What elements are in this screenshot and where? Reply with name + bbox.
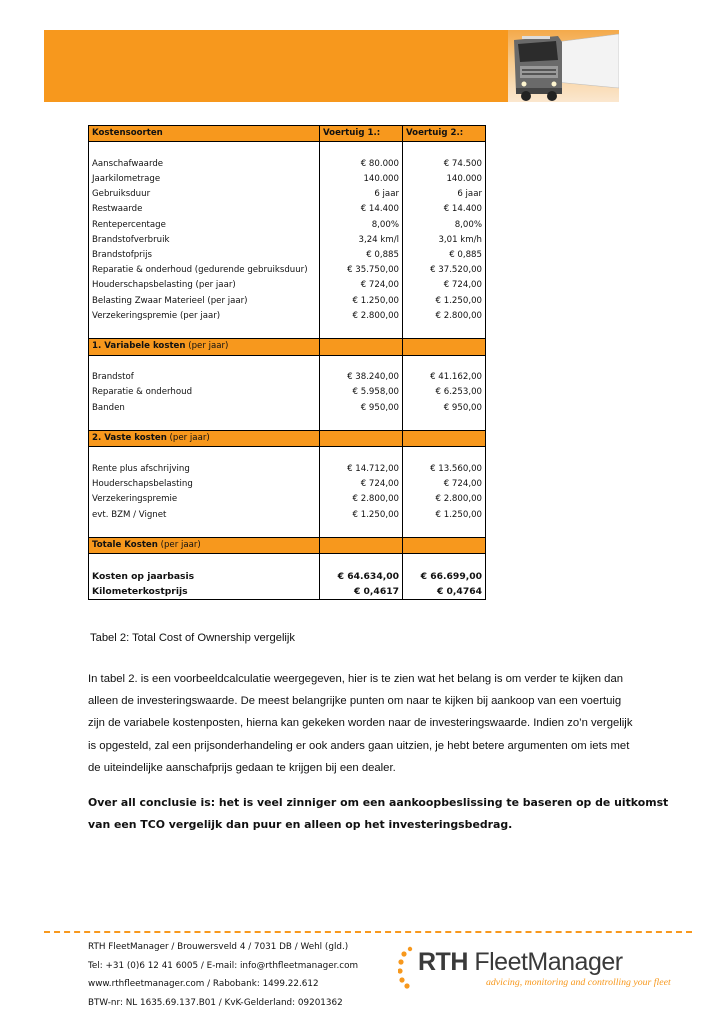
cost-label-cell: evt. BZM / Vignet [89, 508, 320, 523]
logo-wordmark: RTH FleetManager [418, 948, 623, 976]
section-variable-costs-title: 1. Variabele kosten (per jaar) [89, 339, 320, 355]
vehicle1-value-cell: 140.000 [320, 172, 403, 187]
cost-label-cell: Belasting Zwaar Materieel (per jaar) [89, 294, 320, 309]
table-row [89, 492, 486, 507]
cost-label-cell: Houderschapsbelasting (per jaar) [89, 278, 320, 293]
table-spacer-cell [89, 523, 320, 538]
cost-label-cell: Aanschafwaarde [89, 157, 320, 172]
table-spacer-cell [89, 324, 320, 339]
company-logo [398, 946, 698, 996]
table-row [89, 202, 486, 217]
footer-address: RTH FleetManager / Brouwersveld 4 / 7031 DB / Wehl (gld.) [88, 942, 349, 952]
cost-label-cell: Banden [89, 401, 320, 416]
table-row [89, 218, 486, 233]
table-spacer-row [89, 142, 486, 157]
table-spacer-row [89, 554, 486, 569]
table-row [89, 569, 486, 584]
table-spacer-cell [89, 142, 320, 157]
vehicle2-value-cell: € 724,00 [403, 278, 486, 293]
table-row [89, 294, 486, 309]
vehicle2-value-cell: € 2.800,00 [403, 309, 486, 324]
section-empty-cell [403, 431, 486, 447]
vehicle2-value-cell: € 1.250,00 [403, 508, 486, 523]
table-row [89, 172, 486, 187]
header-cost-types: Kostensoorten [89, 126, 320, 142]
table-spacer-cell [320, 324, 403, 339]
table-spacer-row [89, 416, 486, 431]
paragraph-line: is opgesteld, zal een prijsonderhandeling er ook anders gaan uitzien, je hebt betere argumenten om iets met [88, 739, 630, 752]
table-spacer-row [89, 447, 486, 462]
table-spacer-cell [320, 554, 403, 569]
conclusion-line: Over all conclusie is: het is veel zinniger om een aankoopbeslissing te baseren op de uitkomst [88, 796, 669, 809]
table-row [89, 477, 486, 492]
vehicle2-value-cell: € 14.400 [403, 202, 486, 217]
vehicle1-value-cell: € 0,4617 [320, 584, 403, 600]
vehicle2-value-cell: € 950,00 [403, 401, 486, 416]
cost-label-cell: Verzekeringspremie [89, 492, 320, 507]
section-variable-costs [89, 339, 486, 355]
paragraph-line: In tabel 2. is een voorbeeldcalculatie weergegeven, hier is te zien wat het belang is om verder te kijken dan [88, 673, 624, 685]
table-spacer-cell [320, 355, 403, 370]
vehicle1-value-cell: 8,00% [320, 218, 403, 233]
table-spacer-cell [89, 447, 320, 462]
table-row [89, 584, 486, 600]
table-spacer-cell [403, 416, 486, 431]
vehicle2-value-cell: € 2.800,00 [403, 492, 486, 507]
header-vehicle-1: Voertuig 1.: [320, 126, 403, 142]
vehicle1-value-cell: € 35.750,00 [320, 263, 403, 278]
truck-icon [508, 30, 619, 102]
cost-comparison-table [88, 125, 486, 600]
vehicle2-value-cell: € 724,00 [403, 477, 486, 492]
vehicle1-value-cell: € 724,00 [320, 477, 403, 492]
conclusion [88, 792, 669, 836]
footer-phone-email: Tel: +31 (0)6 12 41 6005 / E-mail: info@rthfleetmanager.com [88, 960, 359, 971]
cost-label-cell: Gebruiksduur [89, 187, 320, 202]
table-spacer-cell [89, 416, 320, 431]
vehicle1-value-cell: € 0,885 [320, 248, 403, 263]
vehicle2-value-cell: € 0,885 [403, 248, 486, 263]
cost-label-cell: Restwaarde [89, 202, 320, 217]
table-spacer-cell [403, 554, 486, 569]
footer-website-bank: www.rthfleetmanager.com / Rabobank: 1499.22.612 [88, 979, 319, 989]
cost-label-cell: Brandstofverbruik [89, 233, 320, 248]
vehicle2-value-cell: € 74.500 [403, 157, 486, 172]
table-header-row [89, 126, 486, 142]
cost-label-cell: Kosten op jaarbasis [89, 569, 320, 584]
cost-label-cell: Brandstofprijs [89, 248, 320, 263]
vehicle1-value-cell: € 2.800,00 [320, 492, 403, 507]
table-spacer-cell [403, 523, 486, 538]
table-spacer-cell [403, 142, 486, 157]
vehicle2-value-cell: 140.000 [403, 172, 486, 187]
vehicle1-value-cell: € 2.800,00 [320, 309, 403, 324]
section-empty-cell [403, 339, 486, 355]
cost-label-cell: Verzekeringspremie (per jaar) [89, 309, 320, 324]
table-row [89, 508, 486, 523]
vehicle1-value-cell: € 1.250,00 [320, 508, 403, 523]
table-spacer-row [89, 355, 486, 370]
table-spacer-cell [89, 554, 320, 569]
footer-contact [88, 938, 358, 1012]
table-row [89, 263, 486, 278]
explanation-paragraph [88, 668, 648, 779]
footer-tax-ids: BTW-nr: NL 1635.69.137.B01 / KvK-Gelderland: 09201362 [88, 997, 343, 1008]
vehicle2-value-cell: € 0,4764 [403, 584, 486, 600]
table-row [89, 401, 486, 416]
table-spacer-cell [320, 142, 403, 157]
table-spacer-cell [403, 324, 486, 339]
vehicle1-value-cell: 3,24 km/l [320, 233, 403, 248]
vehicle1-value-cell: € 14.400 [320, 202, 403, 217]
vehicle1-value-cell: € 950,00 [320, 401, 403, 416]
footer-divider [44, 931, 692, 933]
table-spacer-cell [320, 447, 403, 462]
vehicle1-value-cell: € 1.250,00 [320, 294, 403, 309]
cost-label-cell: Kilometerkostprijs [89, 584, 320, 600]
header-vehicle-2: Voertuig 2.: [403, 126, 486, 142]
cost-label-cell: Brandstof [89, 370, 320, 385]
vehicle2-value-cell: € 6.253,00 [403, 385, 486, 400]
table-row [89, 370, 486, 385]
section-empty-cell [403, 538, 486, 554]
section-fixed-costs [89, 431, 486, 447]
table-spacer-cell [403, 447, 486, 462]
table-caption: Tabel 2: Total Cost of Ownership vergelijk [90, 632, 295, 644]
cost-label-cell: Rente plus afschrijving [89, 462, 320, 477]
vehicle2-value-cell: 8,00% [403, 218, 486, 233]
table-spacer-cell [89, 355, 320, 370]
conclusion-line: van een TCO vergelijk dan puur en alleen op het investeringsbedrag. [88, 818, 513, 831]
vehicle1-value-cell: € 80.000 [320, 157, 403, 172]
paragraph-line: alleen de investeringswaarde. De meest belangrijke punten om naar te kijken bij aankoop van een voertuig [88, 695, 622, 708]
cost-label-cell: Rentepercentage [89, 218, 320, 233]
table-row [89, 157, 486, 172]
section-total-costs [89, 538, 486, 554]
table-row [89, 248, 486, 263]
table-row [89, 385, 486, 400]
cost-label-cell: Jaarkilometrage [89, 172, 320, 187]
cost-label-cell: Houderschapsbelasting [89, 477, 320, 492]
vehicle2-value-cell: € 37.520,00 [403, 263, 486, 278]
vehicle2-value-cell: € 13.560,00 [403, 462, 486, 477]
logo-tagline: advicing, monitoring and controlling your fleet [486, 977, 671, 988]
table-row [89, 278, 486, 293]
table-row [89, 233, 486, 248]
vehicle2-value-cell: € 41.162,00 [403, 370, 486, 385]
vehicle2-value-cell: 3,01 km/h [403, 233, 486, 248]
table-row [89, 462, 486, 477]
table-spacer-row [89, 324, 486, 339]
table-spacer-cell [320, 416, 403, 431]
cost-label-cell: Reparatie & onderhoud (gedurende gebruiksduur) [89, 263, 320, 278]
paragraph-line: de uiteindelijke aanschafprijs gedaan te krijgen bij een dealer. [88, 761, 396, 774]
vehicle2-value-cell: € 66.699,00 [403, 569, 486, 584]
table-spacer-cell [403, 355, 486, 370]
vehicle1-value-cell: € 724,00 [320, 278, 403, 293]
paragraph-line: zijn de variabele kostenposten, hierna kan gekeken worden naar de investeringswaarde. Indien zo’n vergelijk [88, 717, 633, 730]
vehicle2-value-cell: 6 jaar [403, 187, 486, 202]
cost-label-cell: Reparatie & onderhoud [89, 385, 320, 400]
section-empty-cell [320, 339, 403, 355]
table-row [89, 187, 486, 202]
vehicle1-value-cell: € 5.958,00 [320, 385, 403, 400]
vehicle1-value-cell: € 14.712,00 [320, 462, 403, 477]
vehicle2-value-cell: € 1.250,00 [403, 294, 486, 309]
vehicle1-value-cell: € 38.240,00 [320, 370, 403, 385]
table-spacer-row [89, 523, 486, 538]
section-empty-cell [320, 538, 403, 554]
section-empty-cell [320, 431, 403, 447]
table-spacer-cell [320, 523, 403, 538]
section-total-costs-title: Totale Kosten (per jaar) [89, 538, 320, 554]
table-row [89, 309, 486, 324]
vehicle1-value-cell: € 64.634,00 [320, 569, 403, 584]
vehicle1-value-cell: 6 jaar [320, 187, 403, 202]
section-fixed-costs-title: 2. Vaste kosten (per jaar) [89, 431, 320, 447]
